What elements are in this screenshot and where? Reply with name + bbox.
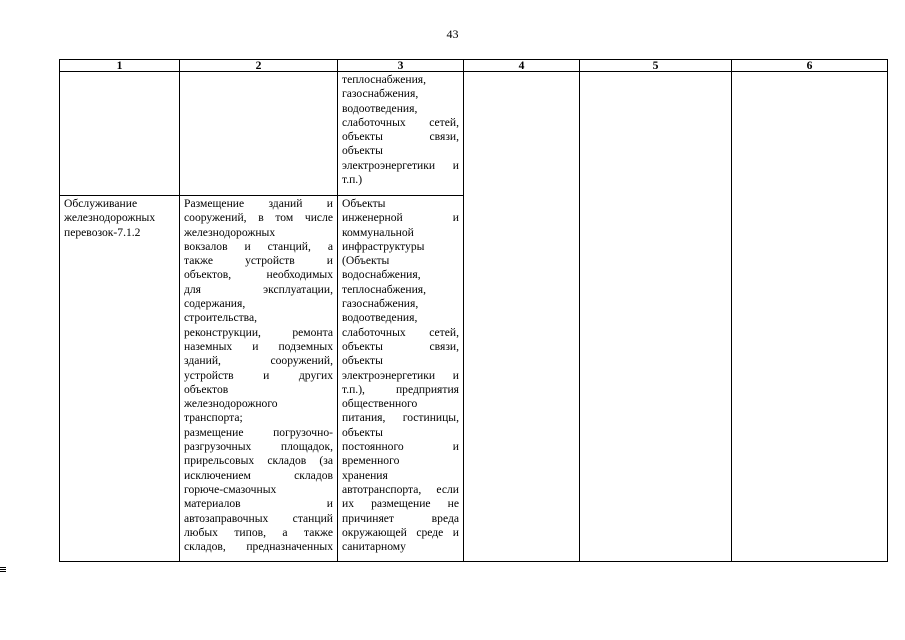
cell-line: строительства, <box>184 311 258 325</box>
cell-text <box>342 73 459 187</box>
cell-line: временного <box>342 454 400 468</box>
cell-text <box>184 197 333 554</box>
cell-use-description <box>180 196 338 562</box>
cell-text <box>64 197 175 240</box>
cell-col-5 <box>580 72 732 562</box>
cell-col-3 <box>338 72 464 196</box>
cell-line: железнодорожного <box>184 397 278 411</box>
cell-line: газоснабжения, <box>342 87 419 101</box>
cell-line: объекты <box>342 425 383 439</box>
cell-line: реконструкции, ремонта <box>184 325 333 339</box>
cell-line: питания, гостиницы, <box>342 411 459 425</box>
page-number: 43 <box>446 27 459 41</box>
cell-line: железнодорожных <box>184 225 276 239</box>
cell-line: инженерной и <box>342 211 459 225</box>
cell-line: железнодорожных <box>64 211 156 225</box>
table-row <box>60 72 888 196</box>
cell-col-4 <box>464 72 580 562</box>
cell-line: вокзалов и станций, а <box>184 239 333 253</box>
cell-line: складов, предназначенных <box>184 540 333 554</box>
cell-permitted-use <box>60 196 180 562</box>
cell-line: водоотведения, <box>342 311 418 325</box>
cell-line: прирельсовых складов (за <box>184 454 333 468</box>
cell-line: наземных и подземных <box>184 339 333 353</box>
cell-line: коммунальной <box>342 225 414 239</box>
cell-line: объектов <box>184 382 229 396</box>
header-col-2: 2 <box>180 60 338 72</box>
cell-line: слаботочных сетей, <box>342 115 459 129</box>
cell-line: теплоснабжения, <box>342 73 427 86</box>
header-col-4: 4 <box>464 60 580 72</box>
cell-line: окружающей среде и <box>342 525 459 539</box>
cell-line: размещение погрузочно- <box>184 425 333 439</box>
header-col-6: 6 <box>732 60 888 72</box>
cell-line: горюче-смазочных <box>184 482 277 496</box>
cell-line: материалов и <box>184 497 333 511</box>
cell-line: общественного <box>342 397 418 411</box>
cell-text <box>342 197 459 554</box>
cell-line: водоснабжения, <box>342 268 421 282</box>
cell-line: устройств и других <box>184 368 333 382</box>
cell-line: любых типов, а также <box>184 525 333 539</box>
cell-line: т.п.), предприятия <box>342 382 459 396</box>
cell-line: сооружений, в том числе <box>184 211 333 225</box>
cell-line: перевозок-7.1.2 <box>64 225 141 239</box>
cell-col-6 <box>732 72 888 562</box>
cell-line: хранения <box>342 468 388 482</box>
cell-line: исключением складов <box>184 468 333 482</box>
cell-line: инфраструктуры <box>342 239 425 253</box>
cell-line: постоянного и <box>342 440 459 454</box>
cell-line: т.п.) <box>342 173 363 187</box>
cell-line: объекты связи, <box>342 339 459 353</box>
margin-mark <box>0 567 6 573</box>
cell-line: автозаправочных станций <box>184 511 333 525</box>
cell-col-1 <box>60 72 180 196</box>
cell-line: Размещение зданий и <box>184 197 333 210</box>
cell-line: Обслуживание <box>64 197 138 210</box>
cell-line: электроэнергетики и <box>342 368 459 382</box>
cell-line: газоснабжения, <box>342 297 419 311</box>
cell-auxiliary-use <box>338 196 464 562</box>
cell-line: теплоснабжения, <box>342 282 427 296</box>
header-col-1: 1 <box>60 60 180 72</box>
cell-line: (Объекты <box>342 254 390 268</box>
cell-line: их размещение не <box>342 497 459 511</box>
cell-line: причиняет вреда <box>342 511 459 525</box>
cell-col-2 <box>180 72 338 196</box>
land-use-table <box>59 59 888 562</box>
cell-line: санитарному <box>342 540 406 554</box>
header-col-3: 3 <box>338 60 464 72</box>
cell-line: объектов, необходимых <box>184 268 333 282</box>
cell-line: содержания, <box>184 297 246 311</box>
cell-line: автотранспорта, если <box>342 482 459 496</box>
cell-line: Объекты <box>342 197 386 210</box>
cell-line: транспорта; <box>184 411 243 425</box>
cell-line: водоотведения, <box>342 101 418 115</box>
cell-line: зданий, сооружений, <box>184 354 333 368</box>
cell-line: слаботочных сетей, <box>342 325 459 339</box>
cell-line: разгрузочных площадок, <box>184 440 333 454</box>
cell-line: также устройств и <box>184 254 333 268</box>
cell-line: объекты связи, <box>342 130 459 144</box>
cell-line: электроэнергетики и <box>342 158 459 172</box>
cell-line: для эксплуатации, <box>184 282 333 296</box>
cell-line: объекты <box>342 144 383 158</box>
cell-line: объекты <box>342 354 383 368</box>
table-header-row <box>60 60 888 72</box>
header-col-5: 5 <box>580 60 732 72</box>
